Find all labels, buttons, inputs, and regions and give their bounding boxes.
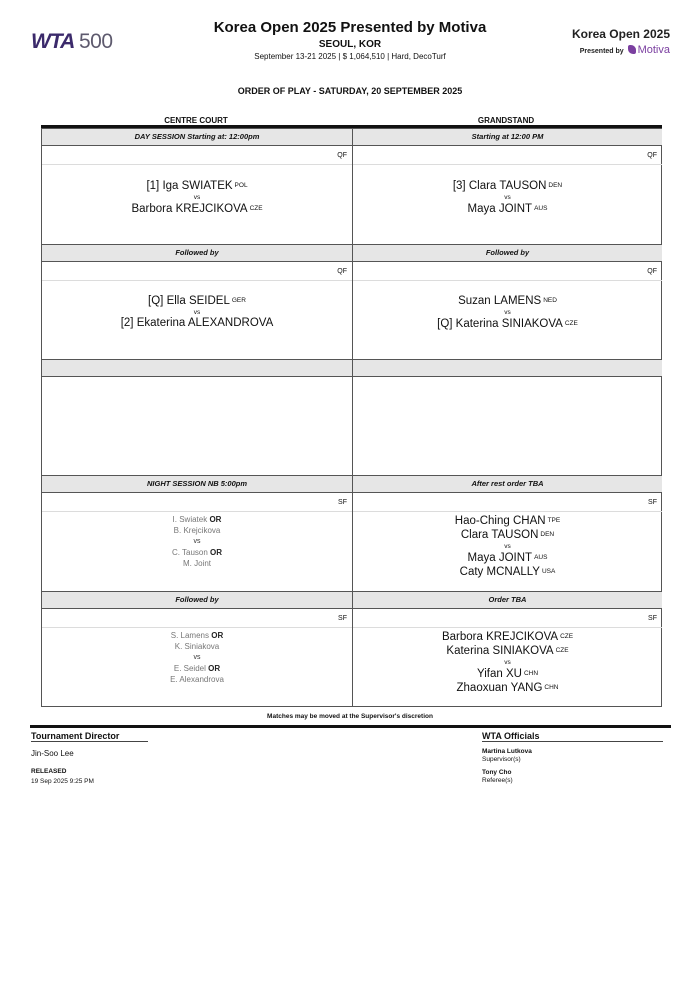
motiva-brand-text: Motiva xyxy=(637,44,670,56)
vs-label: vs xyxy=(504,659,511,666)
player-line: [Q] Ella SEIDEL GER xyxy=(148,295,246,307)
vs-label: vs xyxy=(504,543,511,550)
round-label: QF xyxy=(42,262,352,281)
sponsor-logo xyxy=(560,27,670,56)
match-cell xyxy=(42,514,352,569)
order-of-play-grid xyxy=(41,128,662,707)
wta-500-logo xyxy=(31,30,111,52)
match-cell xyxy=(353,294,662,331)
player-line: Maya JOINT AUS xyxy=(467,552,548,564)
wta-tier-text: 500 xyxy=(79,30,113,53)
tournament-director-heading: Tournament Director xyxy=(31,731,120,741)
player-option: C. Tauson OR xyxy=(171,548,223,557)
supervisor-note: Matches may be moved at the Supervisor's discretion xyxy=(267,713,433,720)
match-cell xyxy=(353,179,662,216)
session-band-followed-by: Followed by xyxy=(42,591,352,609)
session-band-grandstand-start: Starting at 12:00 PM xyxy=(353,128,662,146)
match-cell xyxy=(353,514,662,579)
court-name-centre: CENTRE COURT xyxy=(164,116,228,125)
player-line: [3] Clara TAUSON DEN xyxy=(452,180,563,192)
vs-label: vs xyxy=(504,194,511,201)
vs-label: vs xyxy=(193,538,201,545)
player-line: Hao-Ching CHAN TPE xyxy=(454,515,561,527)
sponsor-title: Korea Open 2025 xyxy=(571,27,670,41)
footer-underline xyxy=(482,741,663,742)
bottom-rule xyxy=(30,725,671,728)
player-option: E. Alexandrova xyxy=(170,675,224,684)
match-cell xyxy=(42,179,352,216)
wta-officials-heading: WTA Officials xyxy=(482,731,540,741)
session-band-day: DAY SESSION Starting at: 12:00pm xyxy=(42,128,352,146)
released-date: 19 Sep 2025 9:25 PM xyxy=(31,778,94,785)
player-option: M. Joint xyxy=(182,559,211,568)
wta-logo-text: WTA xyxy=(31,30,75,53)
presented-by-text: Presented by xyxy=(579,48,624,55)
round-label: SF xyxy=(353,493,662,512)
match-cell xyxy=(353,630,662,695)
tournament-city: SEOUL, KOR xyxy=(318,39,382,50)
player-line: Zhaoxuan YANG CHN xyxy=(456,682,559,694)
round-label: QF xyxy=(353,146,662,165)
player-line: Clara TAUSON DEN xyxy=(460,529,555,541)
vs-label: vs xyxy=(193,654,201,661)
session-band-empty xyxy=(42,359,352,377)
player-line: [Q] Katerina SINIAKOVA CZE xyxy=(437,318,578,330)
vs-label: vs xyxy=(504,309,511,316)
round-label: SF xyxy=(42,609,352,628)
match-cell xyxy=(42,630,352,685)
tournament-meta: September 13-21 2025 | $ 1,064,510 | Hard, DecoTurf xyxy=(254,52,446,61)
match-cell xyxy=(42,294,352,330)
released-label: RELEASED xyxy=(31,768,67,775)
player-line: Caty MCNALLY USA xyxy=(459,566,556,578)
order-of-play-heading: ORDER OF PLAY - SATURDAY, 20 SEPTEMBER 2025 xyxy=(237,86,463,96)
session-band-followed-by: Followed by xyxy=(353,244,662,262)
official-name: Martina Lutkova xyxy=(482,748,532,755)
session-band-followed-by: Followed by xyxy=(42,244,352,262)
player-line: Barbora KREJCIKOVA CZE xyxy=(441,631,574,643)
sponsor-presented xyxy=(560,44,670,56)
session-band-order-tba: Order TBA xyxy=(353,591,662,609)
player-option: S. Lamens OR xyxy=(170,631,224,640)
session-band-empty xyxy=(353,359,662,377)
round-label: SF xyxy=(353,609,662,628)
vs-label: vs xyxy=(193,194,201,201)
session-band-night: NIGHT SESSION NB 5:00pm xyxy=(42,475,352,493)
player-option: I. Swiatek OR xyxy=(172,515,222,524)
round-label: SF xyxy=(42,493,352,512)
player-line: [1] Iga SWIATEK POL xyxy=(146,180,248,192)
player-line: [2] Ekaterina ALEXANDROVA xyxy=(120,317,274,329)
session-band-after-rest: After rest order TBA xyxy=(353,475,662,493)
player-line: Yifan XU CHN xyxy=(476,668,539,680)
vs-label: vs xyxy=(193,309,201,316)
court-name-grandstand: GRANDSTAND xyxy=(477,116,535,125)
round-label: QF xyxy=(353,262,662,281)
player-line: Barbora KREJCIKOVA CZE xyxy=(131,203,263,215)
round-label: QF xyxy=(42,146,352,165)
tournament-title: Korea Open 2025 Presented by Motiva xyxy=(213,19,487,36)
player-line: Maya JOINT AUS xyxy=(467,203,548,215)
official-name: Tony Cho xyxy=(482,769,512,776)
player-line: Katerina SINIAKOVA CZE xyxy=(446,645,569,657)
motiva-logo-icon xyxy=(628,45,636,54)
official-role: Supervisor(s) xyxy=(482,756,521,763)
footer-underline xyxy=(31,741,148,742)
player-line: Suzan LAMENS NED xyxy=(458,295,557,307)
official-role: Referee(s) xyxy=(482,777,513,784)
player-option: B. Krejcikova xyxy=(173,526,221,535)
tournament-director-name: Jin-Soo Lee xyxy=(31,749,74,758)
player-option: E. Seidel OR xyxy=(173,664,221,673)
player-option: K. Siniakova xyxy=(174,642,220,651)
